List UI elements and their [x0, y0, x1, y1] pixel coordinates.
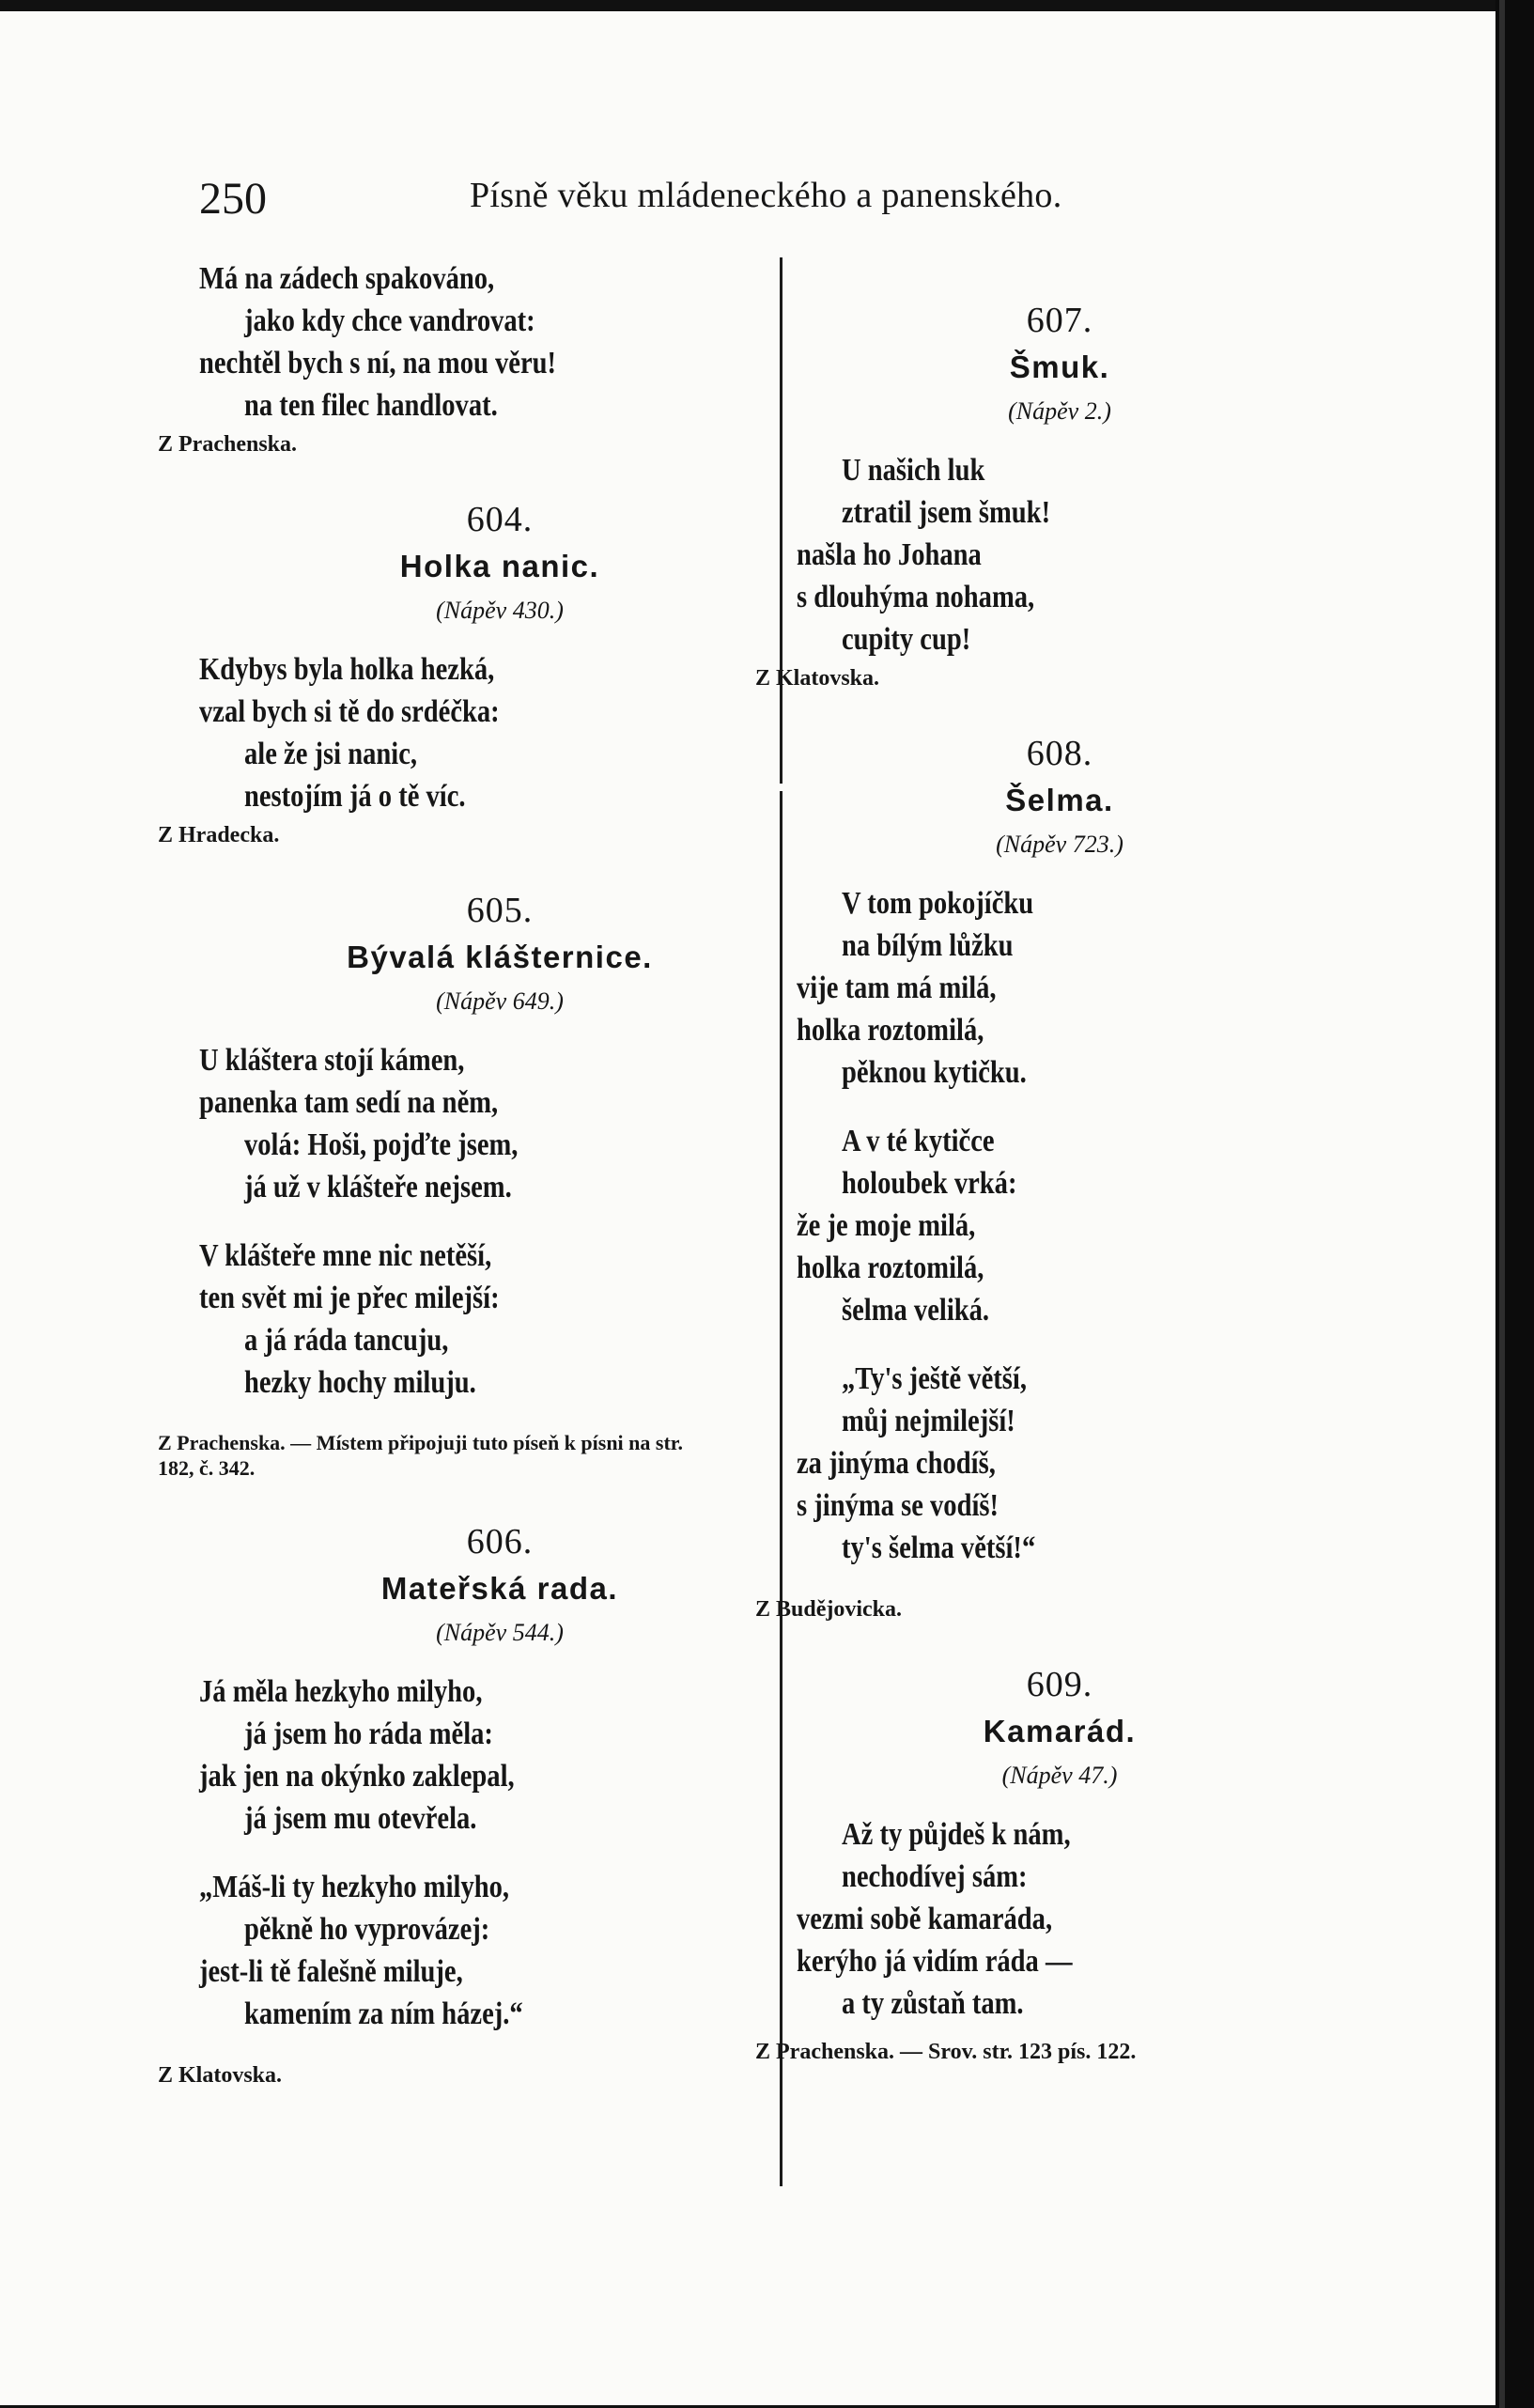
verse-line: volá: Hoši, pojďte jsem, [244, 1127, 519, 1162]
verse-line: já jsem ho ráda měla: [244, 1717, 493, 1751]
verse-line: na bílým lůžku [842, 928, 1014, 963]
song-609 [755, 1661, 1323, 2066]
verse-line: holka roztomilá, [797, 1251, 984, 1285]
song-title: Bývalá klášternice. [347, 940, 653, 974]
source-note: Z Budějovicka. [755, 1597, 903, 1622]
verse-line: já jsem mu otevřela. [244, 1801, 477, 1836]
verse-line: nestojím já o tě víc. [244, 779, 466, 814]
source-note: Z Prachenska. — Místem připojuji tuto píseň k písni na str. 182, č. 342. [158, 1431, 684, 1480]
verse-line: Až ty půjdeš k nám, [842, 1817, 1071, 1852]
tune-reference: (Nápěv 430.) [436, 597, 564, 624]
verse-line: nechodívej sám: [842, 1859, 1028, 1894]
stanza [797, 1358, 1323, 1569]
verse-line: A v té kytičce [842, 1124, 995, 1158]
verse-line: za jinýma chodíš, [797, 1446, 996, 1481]
stanza [199, 1866, 800, 2035]
verse-line: můj nejmilejší! [842, 1404, 1015, 1438]
song-number: 606. [466, 1522, 534, 1561]
left-column [158, 257, 800, 2090]
verse-line: jako kdy chce vandrovat: [244, 303, 535, 338]
song-605 [158, 887, 800, 1481]
song-number: 608. [1026, 734, 1093, 773]
verse-line: U našich luk [842, 453, 985, 488]
verse-line: já už v klášteře nejsem. [244, 1170, 512, 1204]
verse-line: na ten filec handlovat. [244, 388, 498, 423]
tune-reference: (Nápěv 649.) [436, 987, 564, 1015]
verse-line: nechtěl bych s ní, na mou věru! [199, 346, 557, 381]
song-606 [158, 1518, 800, 2090]
stanza [199, 1670, 800, 1840]
verse-line: pěkně ho vyprovázej: [244, 1912, 490, 1947]
source-note: Z Prachenska. [158, 432, 298, 457]
verse-line: kerýho já vidím ráda — [797, 1944, 1073, 1979]
song-604 [158, 496, 800, 849]
page-header [0, 173, 1495, 229]
running-title: Písně věku mládeneckého a panenského. [470, 176, 1062, 215]
verse-line: holka roztomilá, [797, 1013, 984, 1048]
song-title: Holka nanic. [399, 549, 600, 583]
scan-border [1495, 0, 1534, 2408]
song-title: Šmuk. [1009, 350, 1110, 384]
verse-line: vezmi sobě kamaráda, [797, 1902, 1053, 1936]
tune-reference: (Nápěv 723.) [996, 831, 1123, 858]
source-note: Z Hradecka. [158, 823, 280, 847]
verse-line: jak jen na okýnko zaklepal, [199, 1759, 515, 1794]
verse-line: V klášteře mne nic netěší, [199, 1238, 492, 1273]
tune-reference: (Nápěv 544.) [436, 1619, 564, 1646]
verse-line: s dlouhýma nohama, [797, 580, 1035, 614]
verse-line: ty's šelma větší!“ [842, 1530, 1036, 1565]
verse-line: Já měla hezkyho milyho, [199, 1674, 483, 1709]
right-column [755, 257, 1323, 2066]
stanza [797, 882, 1323, 1094]
verse-line: ale že jsi nanic, [244, 737, 418, 771]
verse-line: s jinýma se vodíš! [797, 1488, 999, 1523]
song-title: Kamarád. [983, 1714, 1137, 1748]
song-title: Šelma. [1005, 783, 1114, 817]
verse-line: ztratil jsem šmuk! [842, 495, 1051, 530]
song-607 [755, 297, 1323, 692]
verse-line: Má na zádech spakováno, [199, 261, 495, 296]
book-page [0, 11, 1495, 2405]
verse-line: vzal bych si tě do srdéčka: [199, 694, 500, 729]
song-number: 609. [1026, 1665, 1093, 1704]
verse-line: „Máš-li ty hezkyho milyho, [199, 1870, 510, 1904]
verse-line: vije tam má milá, [797, 971, 997, 1005]
verse-line: holoubek vrká: [842, 1166, 1017, 1201]
verse-line: panenka tam sedí na něm, [199, 1085, 499, 1120]
verse-line: jest-li tě falešně miluje, [199, 1954, 463, 1989]
song-number: 605. [466, 891, 534, 930]
song-title: Mateřská rada. [380, 1571, 619, 1606]
verse-line: a já ráda tancuju, [244, 1323, 449, 1358]
stanza [199, 1235, 800, 1404]
verse-line: cupity cup! [842, 622, 971, 657]
song-continuation [158, 257, 800, 458]
tune-reference: (Nápěv 47.) [1001, 1762, 1118, 1789]
song-number: 604. [466, 500, 534, 539]
verse-line: a ty zůstaň tam. [842, 1986, 1024, 2021]
verse-line: našla ho Johana [797, 537, 982, 572]
source-note: Z Klatovska. [755, 666, 880, 691]
verse-line: „Ty's ještě větší, [842, 1361, 1027, 1396]
verse-line: kamením za ním házej.“ [244, 1996, 523, 2031]
tune-reference: (Nápěv 2.) [1008, 397, 1111, 425]
verse-line: V tom pokojíčku [842, 886, 1034, 921]
verse-line: hezky hochy miluju. [244, 1365, 476, 1400]
verse-line: Kdybys byla holka hezká, [199, 652, 495, 687]
verse-line: šelma veliká. [842, 1293, 990, 1328]
stanza [199, 1039, 800, 1208]
page-number: 250 [199, 174, 267, 224]
verse-line: U kláštera stojí kámen, [199, 1043, 465, 1078]
song-number: 607. [1026, 301, 1093, 340]
source-note: Z Klatovska. [158, 2063, 283, 2088]
source-note: Z Prachenska. — Srov. str. 123 pís. 122. [755, 2040, 1137, 2064]
verse-line: ten svět mi je přec milejší: [199, 1281, 500, 1315]
verse-line: pěknou kytičku. [842, 1055, 1027, 1090]
verse-line: že je moje milá, [797, 1208, 976, 1243]
stanza [797, 1120, 1323, 1331]
song-608 [755, 730, 1323, 1623]
